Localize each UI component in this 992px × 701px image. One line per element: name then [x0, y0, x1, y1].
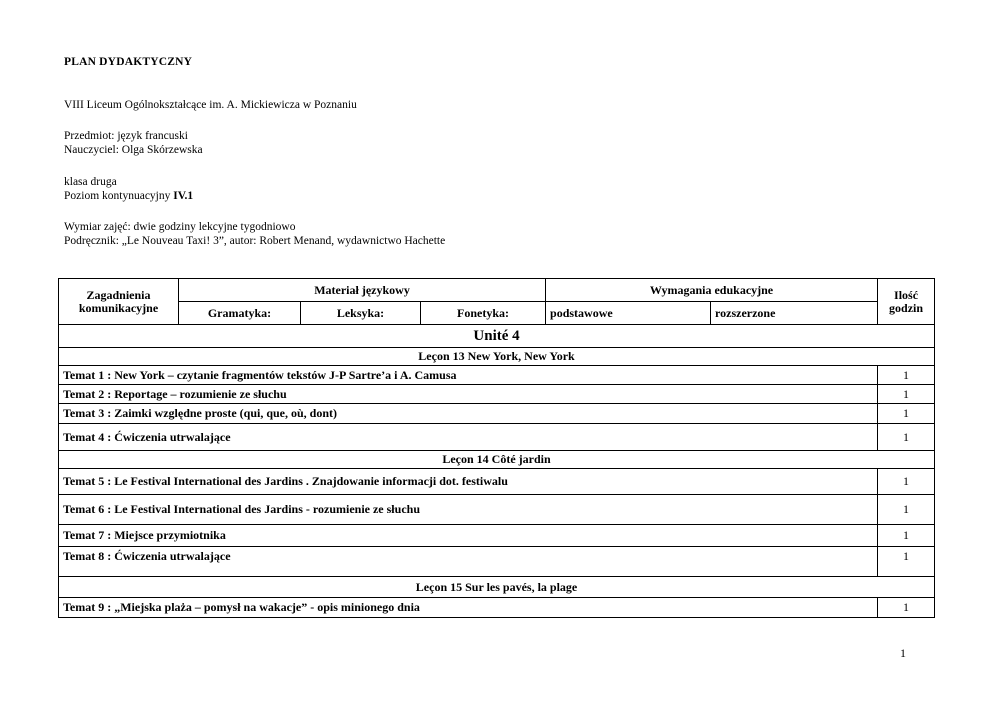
topic-row [59, 598, 935, 618]
topic-text: Temat 7 : Miejsce przymiotnika [59, 525, 878, 547]
topic-hours: 1 [878, 495, 935, 525]
topic-hours: 1 [878, 525, 935, 547]
topic-hours: 1 [878, 469, 935, 495]
header-zagadnienia: Zagadnienia komunikacyjne [59, 279, 179, 325]
class-block [64, 175, 193, 203]
level-prefix: Poziom kontynuacyjny [64, 190, 174, 202]
topic-row [59, 547, 935, 577]
topic-text: Temat 1 : New York – czytanie fragmentów tekstów J-P Sartre’a i A. Camusa [59, 366, 878, 385]
level-line [64, 189, 193, 203]
header-gramatyka: Gramatyka: [179, 302, 301, 325]
page-number: 1 [900, 646, 906, 660]
subject-line: Przedmiot: język francuski [64, 130, 188, 142]
topic-text: Temat 6 : Le Festival International des Jardins - rozumienie ze słuchu [59, 495, 878, 525]
plan-table [58, 278, 935, 618]
topic-text: Temat 2 : Reportage – rozumienie ze słuchu [59, 385, 878, 404]
unit-title: Unité 4 [59, 325, 935, 348]
subject-block [64, 129, 203, 157]
header-row [59, 279, 935, 302]
header-wymagania: Wymagania edukacyjne [546, 279, 878, 302]
textbook-line: Podręcznik: „Le Nouveau Taxi! 3”, autor: Robert Menand, wydawnictwo Hachette [64, 235, 446, 247]
topic-row [59, 366, 935, 385]
subheader-row [59, 302, 935, 325]
topic-text: Temat 9 : „Miejska plaża – pomysł na wakacje” - opis minionego dnia [59, 598, 878, 618]
teacher-line: Nauczyciel: Olga Skórzewska [64, 144, 203, 156]
header-fonetyka: Fonetyka: [421, 302, 546, 325]
school-name: VIII Liceum Ogólnokształcące im. A. Mickiewicza w Poznaniu [64, 99, 357, 111]
topic-row [59, 495, 935, 525]
topic-text: Temat 3 : Zaimki względne proste (qui, que, où, dont) [59, 404, 878, 424]
topic-text: Temat 4 : Ćwiczenia utrwalające [59, 424, 878, 451]
header-rozszerzone: rozszerzone [711, 302, 878, 325]
topic-hours: 1 [878, 547, 935, 577]
topic-hours: 1 [878, 404, 935, 424]
course-block [64, 220, 445, 248]
lesson-row [59, 577, 935, 598]
topic-row [59, 525, 935, 547]
lesson-title: Leçon 13 New York, New York [59, 348, 935, 366]
class-line: klasa druga [64, 176, 117, 188]
topic-row [59, 424, 935, 451]
header-material: Materiał językowy [179, 279, 546, 302]
unit-row [59, 325, 935, 348]
topic-hours: 1 [878, 366, 935, 385]
topic-hours: 1 [878, 385, 935, 404]
header-leksyka: Leksyka: [301, 302, 421, 325]
topic-row [59, 469, 935, 495]
header-podstawowe: podstawowe [546, 302, 711, 325]
topic-hours: 1 [878, 424, 935, 451]
lesson-title: Leçon 15 Sur les pavés, la plage [59, 577, 935, 598]
topic-text: Temat 8 : Ćwiczenia utrwalające [59, 547, 878, 577]
lesson-title: Leçon 14 Côté jardin [59, 451, 935, 469]
level-code: IV.1 [173, 190, 194, 202]
header-ilosc: Ilość godzin [878, 279, 935, 325]
topic-hours: 1 [878, 598, 935, 618]
topic-text: Temat 5 : Le Festival International des Jardins . Znajdowanie informacji dot. festiwalu [59, 469, 878, 495]
hours-line: Wymiar zajęć: dwie godziny lekcyjne tygodniowo [64, 221, 296, 233]
lesson-row [59, 451, 935, 469]
lesson-row [59, 348, 935, 366]
topic-row [59, 404, 935, 424]
document-title: PLAN DYDAKTYCZNY [64, 56, 193, 68]
topic-row [59, 385, 935, 404]
